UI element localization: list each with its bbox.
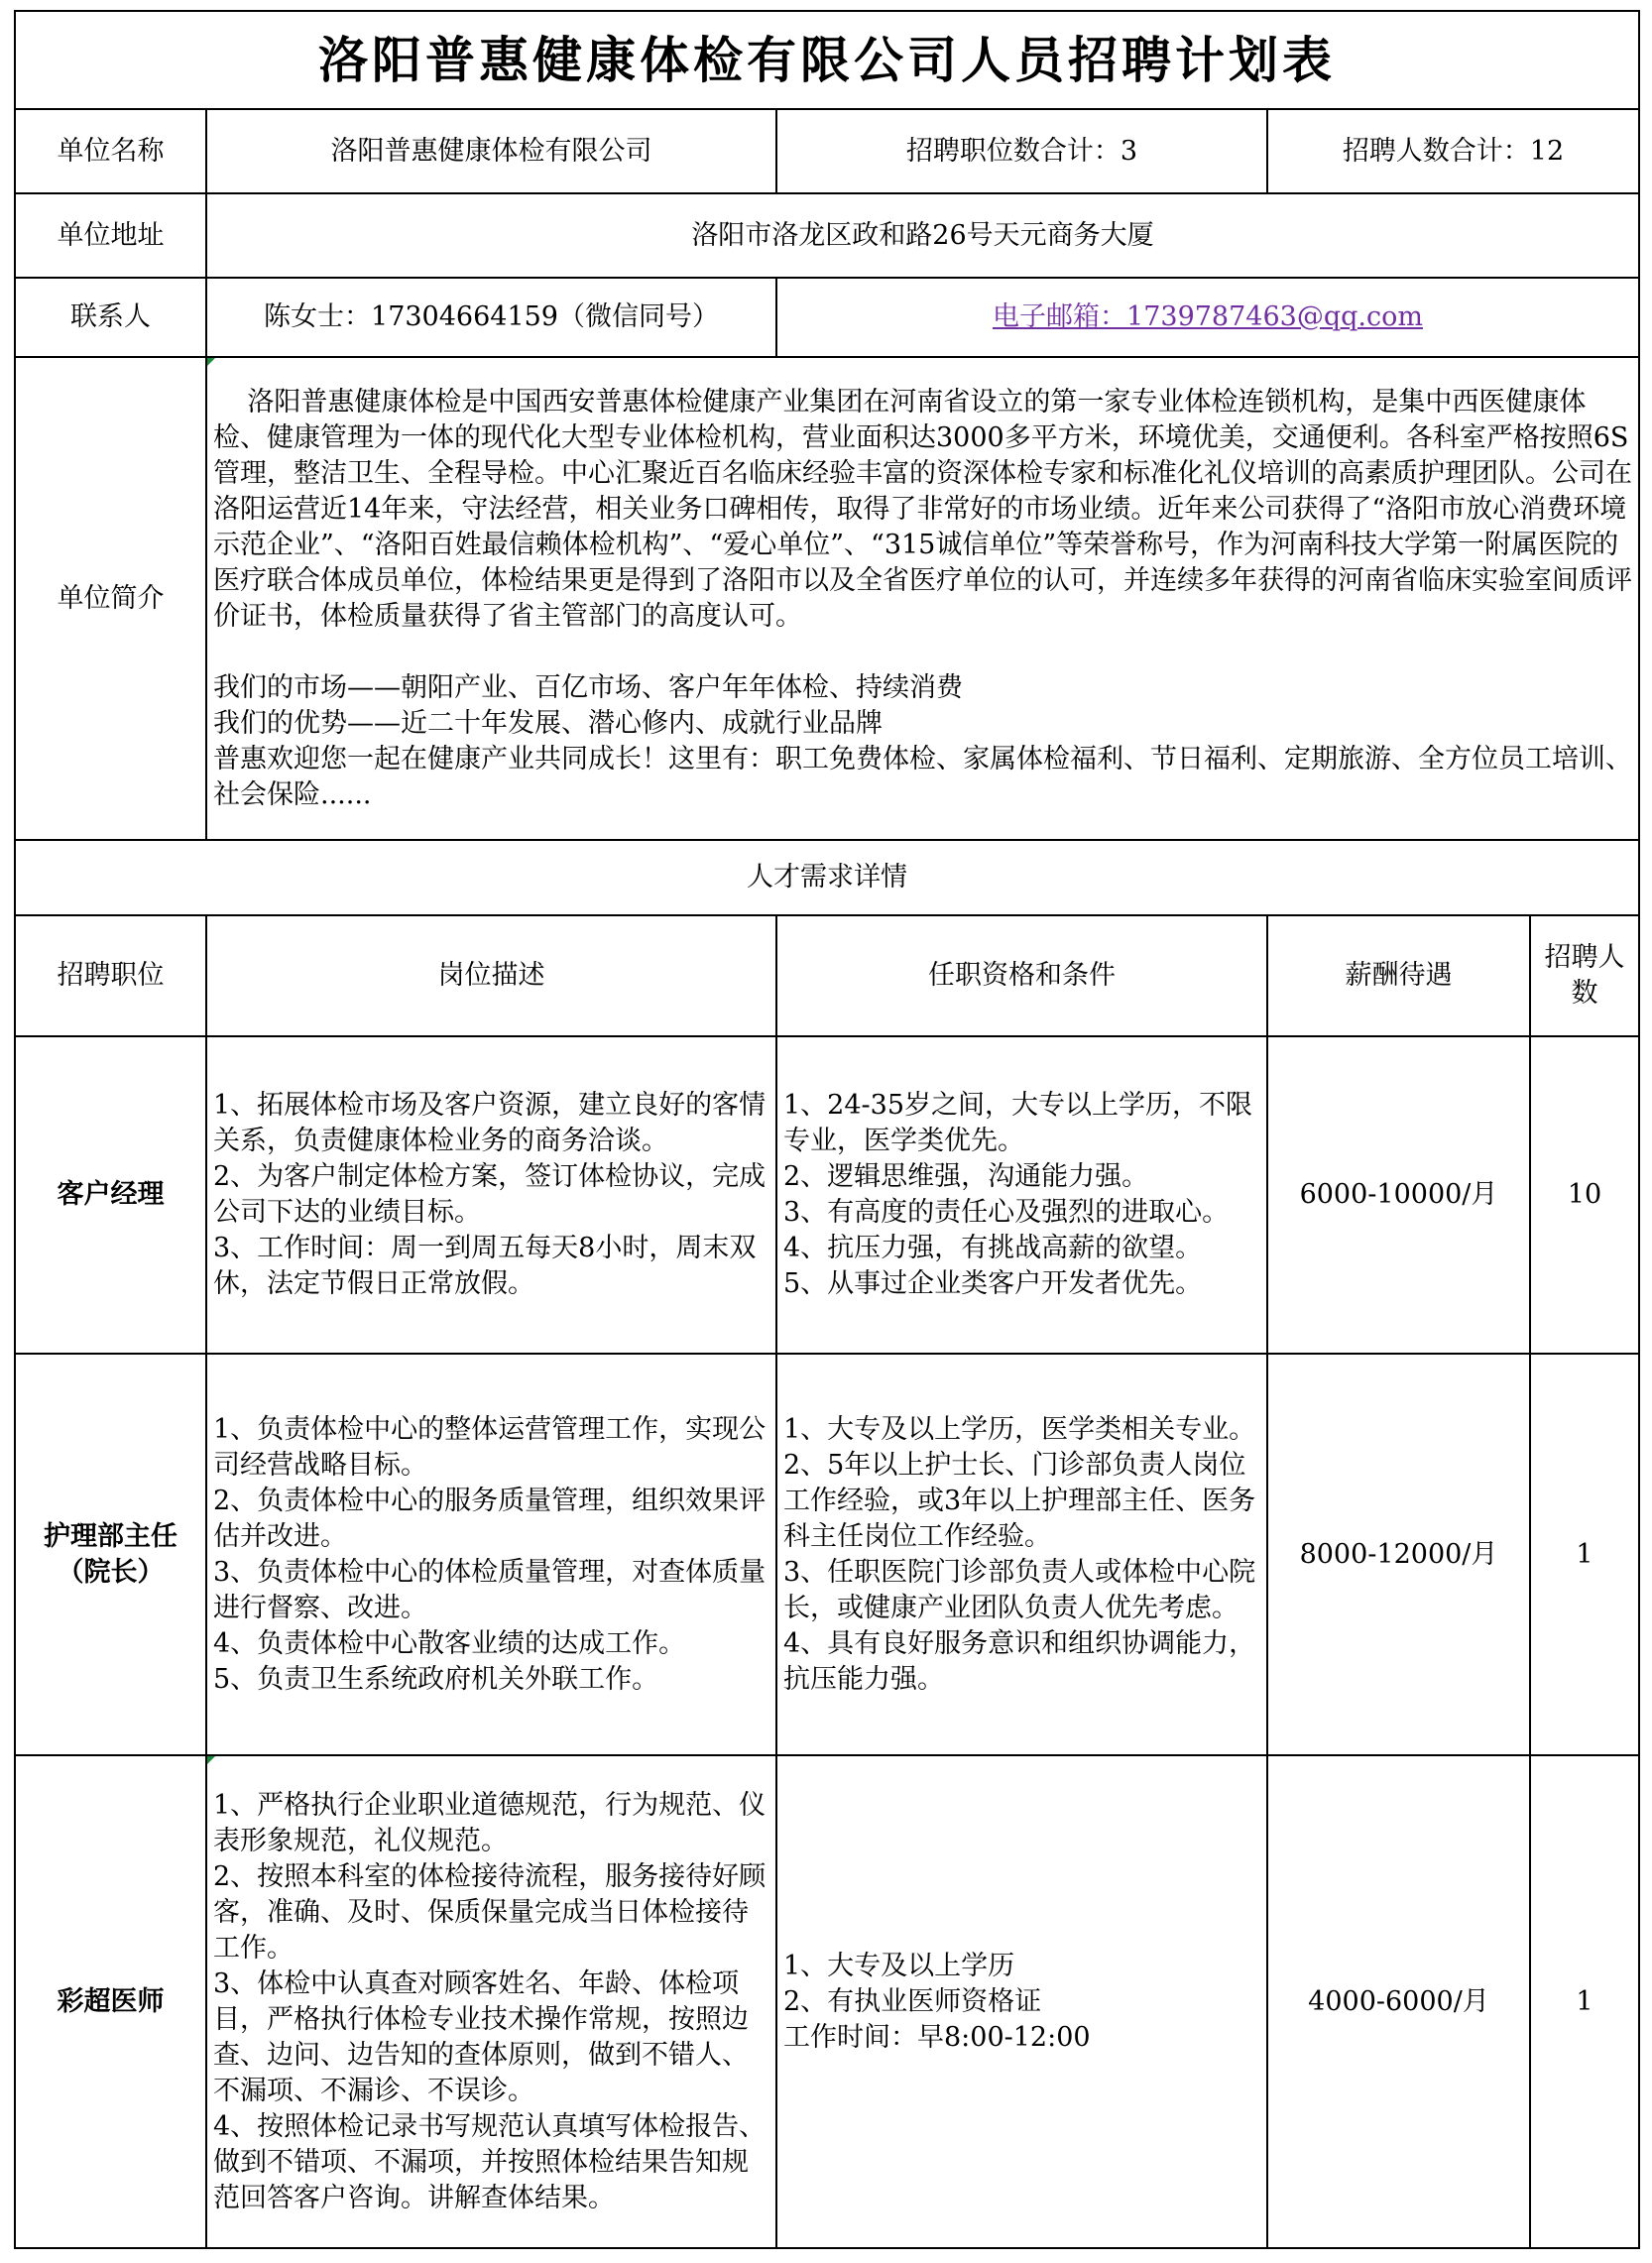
header-requirements: 任职资格和条件 xyxy=(776,915,1267,1036)
intro-text: 洛阳普惠健康体检是中国西安普惠体检健康产业集团在河南省设立的第一家专业体检连锁机构，是集中西医健康体检、健康管理为一体的现代化大型专业体检机构，营业面积达3000多平方米，环境优美，交通便利。各科室严格按照6S管理，整洁卫生、全程导检。中心汇聚近百名临床经验丰富的资深体检专家和标准化礼仪培训的高素质护理团队。公司在洛阳运营近14年来，守法经营，相关业务口碑相传，取得了非常好的市场业绩。近年来公司获得了“洛阳市放心消费环境示范企业”、“洛阳百姓最信赖体检机构”、“爱心单位”、“315诚信单位”等荣誉称号，作为河南科技大学第一附属医院的医疗联合体成员单位，体检结果更是得到了洛阳市以及全省医疗单位的认可，并连续多年获得的河南省临床实验室间质评价证书，体检质量获得了省主管部门的高度认可。 我们的市场——朝阳产业、百亿市场、客户年年体检、持续消费 我们的优势——近二十年发展、潜心修内、成就行业品牌 普惠欢迎您一起在健康产业共同成长！这里有：职工免费体检、家属体检福利、节日福利、定期旅游、全方位员工培训、社会保险...... xyxy=(206,357,1639,840)
email-cell xyxy=(776,278,1639,357)
header-salary: 薪酬待遇 xyxy=(1267,915,1530,1036)
job-salary: 6000-10000/月 xyxy=(1267,1036,1530,1354)
header-position: 招聘职位 xyxy=(15,915,206,1036)
job-description: 1、严格执行企业职业道德规范，行为规范、仪表形象规范，礼仪规范。 2、按照本科室的体检接待流程，服务接待好顾客，准确、及时、保质保量完成当日体检接待工作。 3、体检中认真查对顾客姓名、年龄、体检项目，严格执行体检专业技术操作常规，按照边查、边问、边告知的查体原则，做到不错人、不漏项、不漏诊、不误诊。 4、按照体检记录书写规范认真填写体检报告、做到不错项、不漏项，并按照体检结果告知规范回答客户咨询。讲解查体结果。 xyxy=(206,1755,776,2248)
header-description: 岗位描述 xyxy=(206,915,776,1036)
job-salary: 4000-6000/月 xyxy=(1267,1755,1530,2248)
header-count: 招聘人数 xyxy=(1530,915,1639,1036)
address-value: 洛阳市洛龙区政和路26号天元商务大厦 xyxy=(206,193,1639,278)
job-requirements: 1、24-35岁之间，大专以上学历，不限专业，医学类优先。 2、逻辑思维强，沟通能力强。 3、有高度的责任心及强烈的进取心。 4、抗压力强，有挑战高薪的欲望。 5、从事过企业类客户开发者优先。 xyxy=(776,1036,1267,1354)
job-row xyxy=(15,1354,1639,1755)
contact-label: 联系人 xyxy=(15,278,206,357)
job-row xyxy=(15,1755,1639,2248)
intro-label: 单位简介 xyxy=(15,357,206,840)
job-description: 1、负责体检中心的整体运营管理工作，实现公司经营战略目标。 2、负责体检中心的服务质量管理，组织效果评估并改进。 3、负责体检中心的体检质量管理，对查体质量进行督察、改进。 4、负责体检中心散客业绩的达成工作。 5、负责卫生系统政府机关外联工作。 xyxy=(206,1354,776,1755)
job-requirements: 1、大专及以上学历，医学类相关专业。 2、5年以上护士长、门诊部负责人岗位工作经验，或3年以上护理部主任、医务科主任岗位工作经验。 3、任职医院门诊部负责人或体检中心院长，或健康产业团队负责人优先考虑。 4、具有良好服务意识和组织协调能力，抗压能力强。 xyxy=(776,1354,1267,1755)
unit-name-label: 单位名称 xyxy=(15,109,206,193)
people-total: 招聘人数合计：12 xyxy=(1267,109,1639,193)
job-count: 10 xyxy=(1530,1036,1639,1354)
job-position: 客户经理 xyxy=(15,1036,206,1354)
contact-value: 陈女士：17304664159（微信同号） xyxy=(206,278,776,357)
job-count: 1 xyxy=(1530,1354,1639,1755)
job-position: 护理部主任（院长） xyxy=(15,1354,206,1755)
positions-total: 招聘职位数合计：3 xyxy=(776,109,1267,193)
job-row xyxy=(15,1036,1639,1354)
recruitment-table xyxy=(14,10,1640,2249)
page-title: 洛阳普惠健康体检有限公司人员招聘计划表 xyxy=(15,11,1639,109)
job-salary: 8000-12000/月 xyxy=(1267,1354,1530,1755)
email-link[interactable]: 电子邮箱：1739787463@qq.com xyxy=(993,301,1423,332)
job-description: 1、拓展体检市场及客户资源，建立良好的客情关系，负责健康体检业务的商务洽谈。 2、为客户制定体检方案，签订体检协议，完成公司下达的业绩目标。 3、工作时间：周一到周五每天8小时，周末双休，法定节假日正常放假。 xyxy=(206,1036,776,1354)
address-label: 单位地址 xyxy=(15,193,206,278)
job-requirements: 1、大专及以上学历 2、有执业医师资格证 工作时间：早8:00-12:00 xyxy=(776,1755,1267,2248)
section-title: 人才需求详情 xyxy=(15,840,1639,915)
unit-name-value: 洛阳普惠健康体检有限公司 xyxy=(206,109,776,193)
job-position: 彩超医师 xyxy=(15,1755,206,2248)
recruitment-sheet xyxy=(14,10,1640,2249)
job-count: 1 xyxy=(1530,1755,1639,2248)
